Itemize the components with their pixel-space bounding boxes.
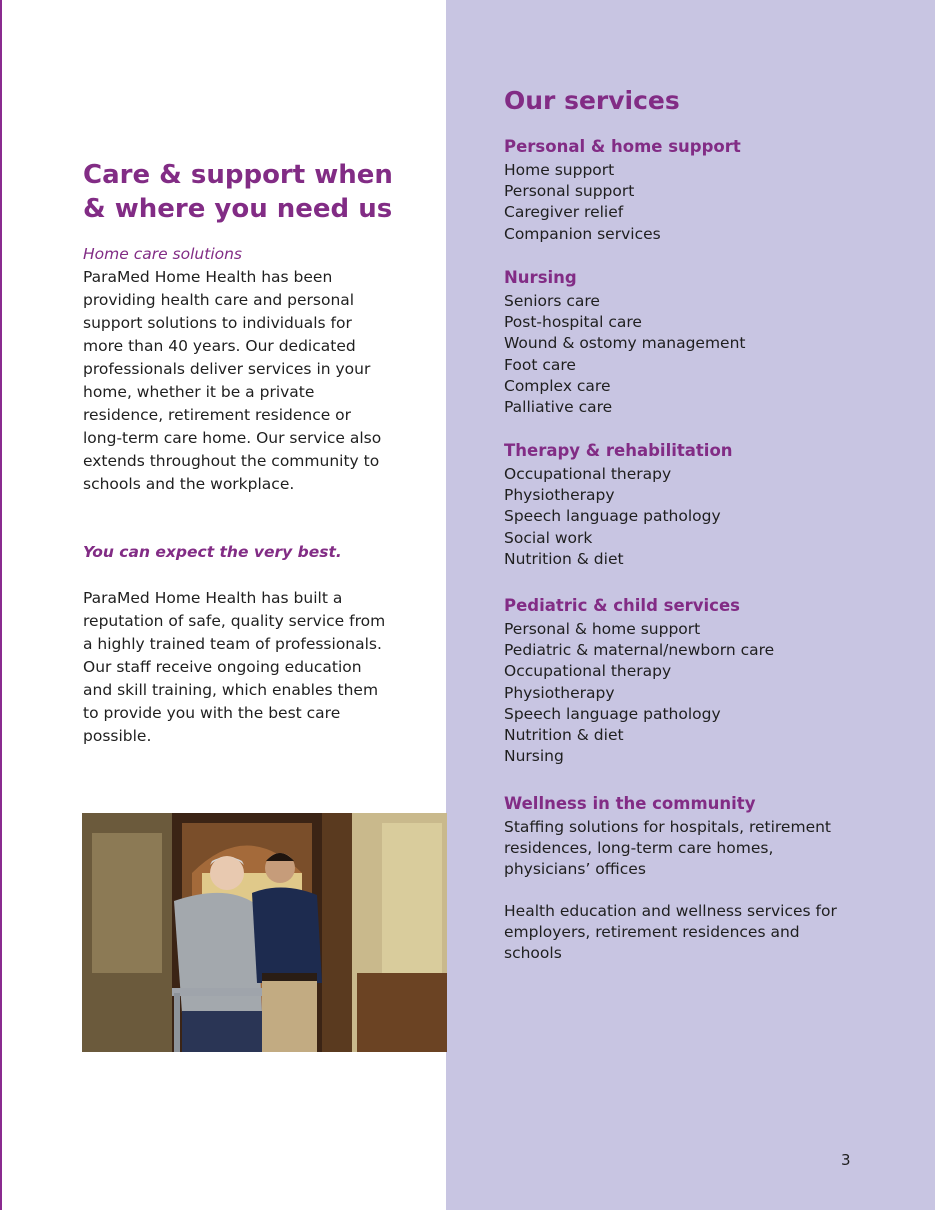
- service-group-heading: Personal & home support: [504, 137, 741, 156]
- service-paragraph: Health education and wellness services for employers, retirement residences and schools: [504, 902, 837, 962]
- service-group-wellness-community: [504, 793, 854, 964]
- service-item: Personal & home support: [504, 620, 701, 638]
- service-group-heading: Nursing: [504, 268, 577, 287]
- page-number: 3: [841, 1151, 851, 1169]
- caregiver-photo-illustration: [82, 813, 447, 1052]
- service-item: Caregiver relief: [504, 203, 624, 222]
- section-subhead: Home care solutions: [83, 245, 243, 263]
- service-item: Speech language pathology: [504, 704, 721, 723]
- intro-paragraph: ParaMed Home Health has been providing health care and personal support solutions to individuals for more than 40 years. Our dedicated professionals deliver services in your home, whether it be a private residence, retirement residence or long-term care home. Our service also extends throughout the community to schools and the workplace.: [83, 268, 382, 493]
- service-item: Nutrition & diet: [504, 549, 624, 568]
- service-group-heading: Therapy & rehabilitation: [504, 441, 733, 460]
- service-item: Complex care: [504, 376, 611, 395]
- caregiver-photo: [82, 813, 447, 1052]
- page-edge-accent: [0, 0, 2, 1210]
- service-item: Physiotherapy: [504, 683, 615, 702]
- service-item: Speech language pathology: [504, 507, 721, 526]
- service-item: Post-hospital care: [504, 313, 642, 332]
- service-item: Pediatric & maternal/newborn care: [504, 641, 775, 660]
- service-item: Foot care: [504, 355, 576, 374]
- service-group-heading: Pediatric & child services: [504, 596, 740, 615]
- service-group-nursing: [504, 267, 884, 418]
- service-group-pediatric-child: [504, 595, 884, 767]
- service-item: Physiotherapy: [504, 486, 615, 505]
- service-group-therapy-rehabilitation: [504, 440, 884, 570]
- services-title: Our services: [504, 86, 680, 115]
- service-item: Home support: [504, 161, 615, 179]
- page-headline: Care & support when & where you need us: [83, 160, 393, 224]
- service-item: Nursing: [504, 747, 564, 766]
- service-list: [504, 160, 884, 245]
- service-item: Occupational therapy: [504, 662, 672, 681]
- service-item: Social work: [504, 528, 593, 547]
- service-list: [504, 291, 884, 418]
- service-list: [504, 619, 884, 767]
- tagline: You can expect the very best.: [83, 543, 342, 561]
- reputation-paragraph: ParaMed Home Health has built a reputation of safe, quality service from a highly trained team of professionals. Our staff receive ongoing education and skill training, which enables them to provide you with the best care possible.: [83, 589, 386, 745]
- service-item: Seniors care: [504, 292, 600, 310]
- service-item: Palliative care: [504, 398, 613, 417]
- service-item: Wound & ostomy management: [504, 334, 746, 353]
- service-group-heading: Wellness in the community: [504, 794, 756, 813]
- service-group-personal-home-support: [504, 136, 884, 245]
- service-paragraph: Staffing solutions for hospitals, retirement residences, long-term care homes, physicians’ offices: [504, 818, 832, 878]
- service-item: Occupational therapy: [504, 465, 672, 483]
- service-item: Companion services: [504, 224, 661, 243]
- service-item: Nutrition & diet: [504, 726, 624, 745]
- service-list: [504, 464, 884, 570]
- service-item: Personal support: [504, 182, 635, 201]
